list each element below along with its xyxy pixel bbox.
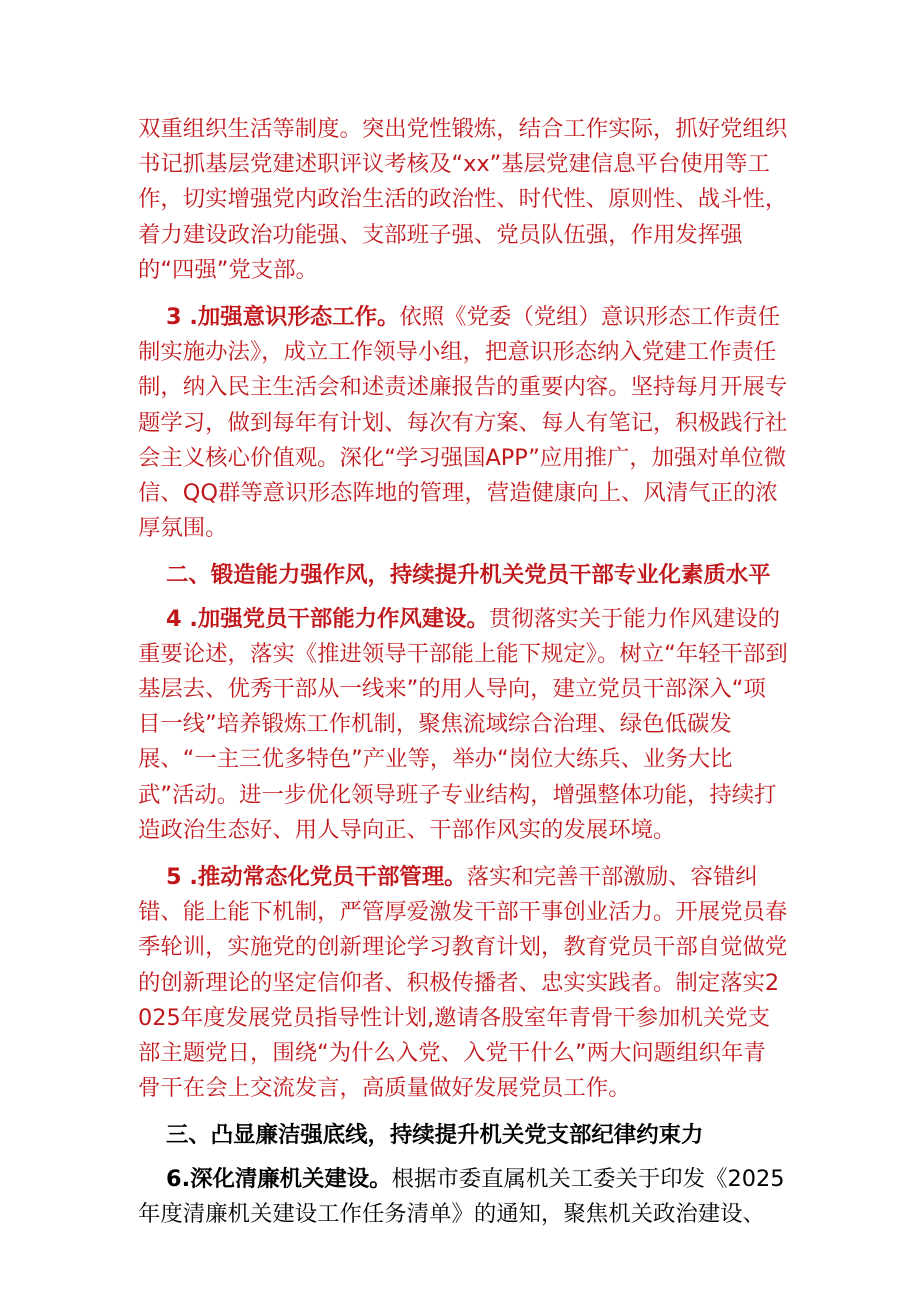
paragraph-cadre-management — [138, 860, 788, 1106]
item-4-body: 贯彻落实关于能力作风建设的重要论述，落实《推进领导干部能上能下规定》。树立“年轻干部到基层去、优秀干部从一线来”的用人导向，建立党员干部深入“项目一线”培养锻炼工作机制，聚焦流域综合治理、绿色低碳发展、“一主三优多特色”产业等，举办“岗位大练兵、业务大比武”活动。进一步优化领导班子专业结构，增强整体功能，持续打造政治生态好、用人导向正、干部作风实的发展环境。 — [138, 605, 788, 843]
section-heading-2: 二、锻造能力强作风，持续提升机关党员干部专业化素质水平 — [166, 562, 771, 589]
item-6-title: 6.深化清廉机关建设。 — [166, 1165, 392, 1192]
item-5-title: 5 .推动常态化党员干部管理。 — [166, 864, 467, 891]
section-heading-3: 三、凸显廉洁强底线，持续提升机关党支部纪律约束力 — [166, 1122, 704, 1149]
paragraph-clean-organ — [138, 1162, 788, 1232]
paragraph-ideology-work — [138, 300, 788, 546]
item-6-body: 根据市委直属机关工委关于印发《2025年度清廉机关建设工作任务清单》的通知，聚焦机关政治建设、 — [138, 1165, 785, 1227]
document-page — [138, 112, 788, 1244]
item-3-body: 依照《党委（党组）意识形态工作责任制实施办法》，成立工作领导小组，把意识形态纳入党建工作责任制，纳入民主生活会和述责述廉报告的重要内容。坚持每月开展专题学习，做到每年有计划、每次有方案、每人有笔记，积极践行社会主义核心价值观。深化“学习强国APP”应用推广，加强对单位微信、QQ群等意识形态阵地的管理，营造健康向上、风清气正的浓厚氛围。 — [138, 304, 788, 542]
paragraph-organization-life: 双重组织生活等制度。突出党性锻炼，结合工作实际，抓好党组织书记抓基层党建述职评议考核及“xx”基层党建信息平台使用等工作，切实增强党内政治生活的政治性、时代性、原则性、战斗性，着力建设政治功能强、支部班子强、党员队伍强，作用发挥强的“四强”党支部。 — [138, 116, 788, 283]
item-3-title: 3 .加强意识形态工作。 — [166, 304, 400, 331]
item-5-body: 落实和完善干部激励、容错纠错、能上能下机制，严管厚爱激发干部干事创业活力。开展党员春季轮训，实施党的创新理论学习教育计划，教育党员干部自觉做党的创新理论的坚定信仰者、积极传播者、忠实实践者。制定落实2025年度发展党员指导性计划,邀请各股室年青骨干参加机关党支部主题党日，围绕“为什么入党、入党干什么”两大问题组织年青骨干在会上交流发言，高质量做好发展党员工作。 — [138, 864, 788, 1102]
paragraph-cadre-ability — [138, 602, 788, 848]
item-4-title: 4 .加强党员干部能力作风建设。 — [166, 605, 489, 632]
